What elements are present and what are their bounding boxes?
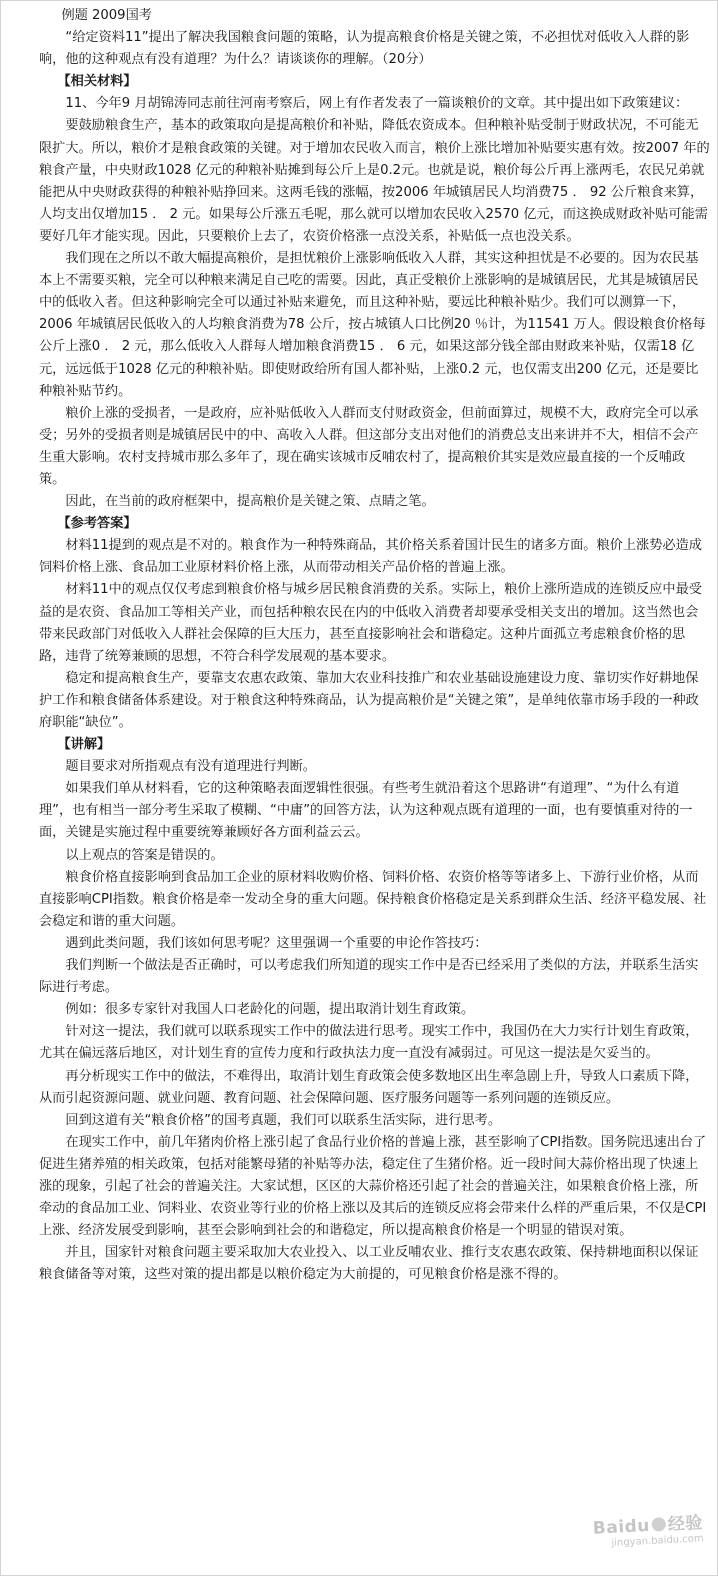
explain-paragraph: 并且，国家针对粮食问题主要采取加大农业投入、以工业反哺农业、推行支农惠农政策、保持耕地面积以保证粮食储备等对策，这些对策的提出都是以粮价稳定为大前提的，可见粮食价格是涨不得的。 bbox=[39, 1245, 699, 1283]
material-paragraph: 粮价上涨的受损者，一是政府，应补贴低收入人群而支付财政资金，但前面算过，规模不大，政府完全可以承受；另外的受损者则是城镇居民中的中、高收入人群。但这部分支出对他们的消费总支出来讲并不大，相信不会产生重大影响。农村支持城市那么多年了，现在确实该城市反哺农村了，提高粮价其实是效应最直接的一个反哺政策。 bbox=[39, 405, 699, 487]
material-paragraph: 11、今年9 月胡锦涛同志前往河南考察后，网上有作者发表了一篇谈粮价的文章。其中提出如下政策建议： bbox=[65, 96, 689, 112]
answer-paragraph: 材料11提到的观点是不对的。粮食作为一种特殊商品，其价格关系着国计民生的诸多方面。粮价上涨势必造成饲料价格上涨、食品加工业原材料价格上涨，从而带动相关产品价格的普遍上涨。 bbox=[39, 538, 702, 576]
article-title: 例题 2009国考 bbox=[61, 8, 152, 23]
explain-paragraph: 粮食价格直接影响到食品加工企业的原材料收购价格、饲料价格、农资价格等等诸多上、下游行业价格，从而直接影响CPI指数。粮食价格是牵一发动全身的重大问题。保持粮食价格稳定是关系到群众生活、经济平稳发展、社会稳定和谐的重大问题。 bbox=[39, 869, 707, 929]
paw-icon bbox=[651, 1517, 666, 1532]
explain-paragraph: 题目要求对所指观点有没有道理进行判断。 bbox=[65, 759, 316, 775]
answer-paragraph: 材料11中的观点仅仅考虑到粮食价格与城乡居民粮食消费的关系。实际上，粮价上涨所造成的连锁反应中最受益的是农资、食品加工等相关产业，而包括种粮农民在内的中低收入消费者却要承受相关支出的增加。这当然也会带来民政部门对低收入人群社会保障的巨大压力，甚至直接影响社会和谐稳定。这种片面孤立考虑粮食价格的思路，违背了统筹兼顾的思想，不符合科学发展观的基本要求。 bbox=[39, 582, 702, 664]
material-paragraph: 因此，在当前的政府框架中，提高粮价是关键之策、点睛之笔。 bbox=[65, 494, 435, 510]
explain-paragraph: 回到这道有关“粮食价格”的国考真题，我们可以联系生活实际，进行思考。 bbox=[65, 1112, 502, 1128]
watermark-brand: Baidu bbox=[592, 1515, 651, 1539]
explain-paragraph: 遇到此类问题，我们该如何思考呢？这里强调一个重要的申论作答技巧： bbox=[65, 935, 488, 951]
explain-paragraph: 在现实工作中，前几年猪肉价格上涨引起了食品行业价格的普遍上涨，甚至影响了CPI指数。国务院迅速出台了促进生猪养殖的相关政策，包括对能繁母猪的补贴等办法，稳定住了生猪价格。近一段时间大蒜价格出现了快速上涨的现象，引起了社会的普遍关注。大家试想，区区的大蒜价格还引起了社会的普遍关注，如果粮食价格上涨，所牵动的食品加工业、饲料业、农资业等行业的价格上涨以及其后的连锁反应将会带来什么样的严重后果，不仅是CPI上涨、经济发展受到影响，甚至会影响到社会的和谐稳定，所以提高粮食价格是一个明显的错误对策。 bbox=[39, 1134, 707, 1239]
material-paragraph: 我们现在之所以不敢大幅提高粮价，是担忧粮价上涨影响低收入人群，其实这种担忧是不必要的。因为农民基本上不需要买粮，完全可以种粮来满足自己吃的需要。因此，真正受粮价上涨影响的是城镇居民，尤其是城镇居民中的低收入者。但这种影响完全可以通过补贴来避免，而且这种补贴，要远比种粮补贴少。我们可以测算一下，2006 年城镇居民低收入的人均粮食消费为78 公斤，按占城镇人口比例20 ％计，为11541 万人。假设粮食价格每公斤上涨0 ． 2 元，那么低收入人群每人增加粮食消费15 ． 6 元，如果这部分钱全部由财政来补贴，仅需18 亿元，远远低于1028 亿元的种粮补贴。即使财政给所有国人都补贴，上涨0.2 元，也仅需支出200 亿元，还是要比种粮补贴节约。 bbox=[39, 251, 706, 399]
watermark-brand-cn: 经验 bbox=[667, 1513, 704, 1535]
explain-paragraph: 以上观点的答案是错误的。 bbox=[65, 847, 224, 863]
explain-paragraph: 如果我们单从材料看，它的这种策略表面逻辑性很强。有些考生就沿着这个思路讲“有道理”、“为什么有道理”，也有相当一部分考生采取了模糊、“中庸”的回答方法，认为这种观点既有道理的一面，也有要慎重对待的一面，关键是实施过程中重要统筹兼顾好各方面利益云云。 bbox=[39, 781, 693, 841]
explain-heading: 【讲解】 bbox=[57, 737, 111, 753]
material-paragraph: 要鼓励粮食生产，基本的政策取向是提高粮价和补贴，降低农资成本。但种粮补贴受制于财政状况，不可能无限扩大。所以，粮价才是粮食政策的关键。对于增加农民收入而言，粮价上涨比增加补贴要实惠有效。按2007 年的粮食产量，中央财政1028 亿元的种粮补贴摊到每公斤上是0.2元。也就是说，粮价每公斤再上涨两毛，农民兄弟就能把从中央财政获得的种粮补贴挣回来。这两毛钱的涨幅，按2006 年城镇居民人均消费75 ． 92 公斤粮食来算，人均支出仅增加15 ． 2 元。如果每公斤涨五毛呢，那么就可以增加农民收入2570 亿元，而这换成财政补贴可能需要好几年才能实现。因此，只要粮价上去了，农资价格涨一点没关系，补贴低一点也没关系。 bbox=[39, 118, 710, 244]
question-text: “给定资料11”提出了解决我国粮食问题的策略，认为提高粮食价格是关键之策，不必担忧对低收入人群的影响，他的这种观点有没有道理？为什么？请谈谈你的理解。（20分） bbox=[39, 30, 690, 68]
watermark-url: jingyan.baidu.com bbox=[611, 1533, 704, 1549]
answer-paragraph: 稳定和提高粮食生产，要靠支农惠农政策、靠加大农业科技推广和农业基础设施建设力度、靠切实作好耕地保护工作和粮食储备体系建设。对于粮食这种特殊商品，认为提高粮价是“关键之策”，是单纯依靠市场手段的一种政府职能“缺位”。 bbox=[39, 670, 699, 730]
explain-paragraph: 再分析现实工作中的做法，不难得出，取消计划生育政策会使多数地区出生率急剧上升，导致人口素质下降，从而引起资源问题、就业问题、教育问题、社会保障问题、医疗服务问题等一系列问题的连锁反应。 bbox=[39, 1068, 699, 1106]
explain-paragraph: 我们判断一个做法是否正确时，可以考虑我们所知道的现实工作中是否已经采用了类似的方法，并联系生活实际进行考虑。 bbox=[39, 958, 699, 996]
baidu-jingyan-watermark bbox=[592, 1508, 704, 1550]
article-body bbox=[39, 5, 711, 1286]
explain-paragraph: 例如：很多专家针对我国人口老龄化的问题，提出取消计划生育政策。 bbox=[65, 1002, 475, 1018]
explain-paragraph: 针对这一提法，我们就可以联系现实工作中的做法进行思考。现实工作中，我国仍在大力实行计划生育政策，尤其在偏远落后地区，对计划生育的宣传力度和行政执法力度一直没有减弱过。可见这一提法是欠妥当的。 bbox=[39, 1024, 699, 1062]
answer-heading: 【参考答案】 bbox=[57, 516, 137, 532]
material-heading: 【相关材料】 bbox=[57, 74, 137, 90]
